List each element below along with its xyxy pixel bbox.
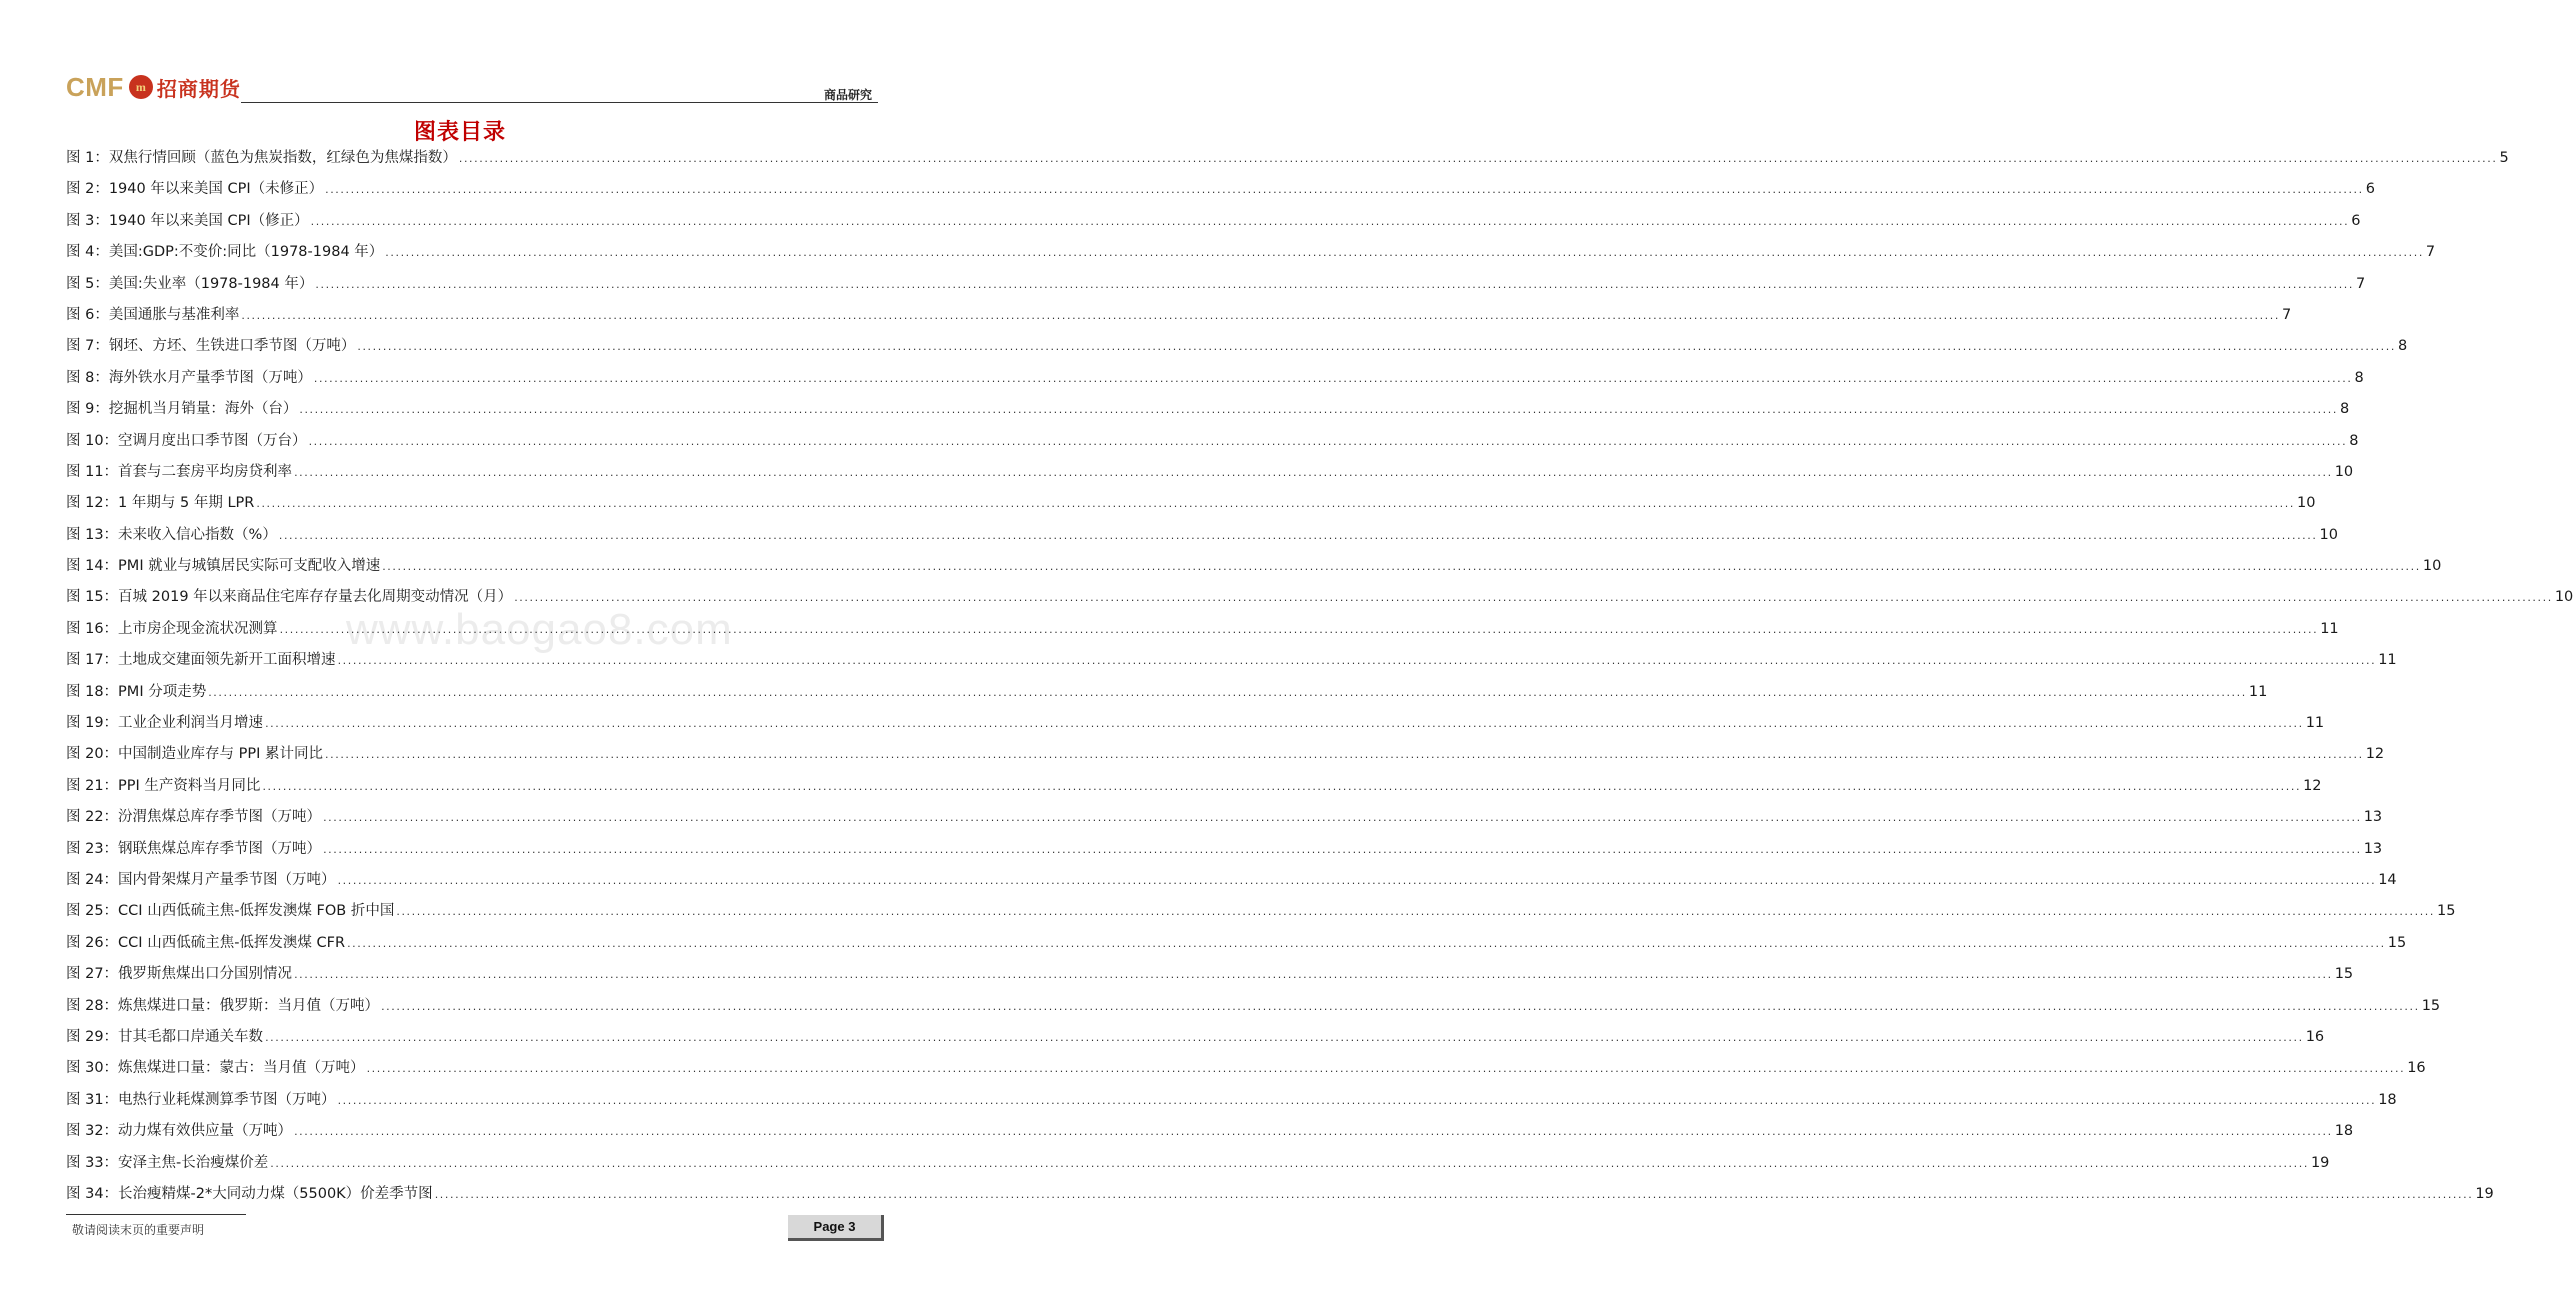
toc-entry-page: 7 xyxy=(2425,244,2436,261)
toc-entry-page: 11 xyxy=(2378,652,2397,669)
toc-entry-label: 图 27：俄罗斯焦煤出口分国别情况 xyxy=(66,966,293,983)
toc-entry-page: 10 xyxy=(2319,526,2338,543)
toc-entry[interactable] xyxy=(66,834,2383,865)
toc-entry-label: 图 32：动力煤有效供应量（万吨） xyxy=(66,1123,293,1140)
toc-dot-leader: ................................................................................................................................................................................................................................................................................................................................................................................................................ xyxy=(347,936,2386,950)
toc-entry-label: 图 30：炼焦煤进口量：蒙古：当月值（万吨） xyxy=(66,1060,365,1077)
toc-entry-page: 12 xyxy=(2303,777,2322,794)
toc-entry-page: 14 xyxy=(2378,871,2397,888)
toc-entry-page: 12 xyxy=(2365,746,2385,763)
toc-entry-page: 13 xyxy=(2363,809,2383,826)
toc-entry[interactable] xyxy=(66,363,2364,394)
toc-entry-label: 图 2：1940 年以来美国 CPI（未修正） xyxy=(66,181,324,198)
toc-entry[interactable] xyxy=(66,645,2397,676)
toc-entry-page: 8 xyxy=(2349,432,2359,449)
header-divider xyxy=(241,102,878,103)
toc-entry[interactable] xyxy=(66,1022,2325,1053)
toc-entry-label: 图 33：安泽主焦-长治瘦煤价差 xyxy=(66,1154,269,1171)
page-number: Page 3 xyxy=(788,1215,884,1241)
toc-entry-page: 15 xyxy=(2334,966,2354,983)
toc-dot-leader: ................................................................................................................................................................................................................................................................................................................................................................................................................ xyxy=(337,654,2377,668)
toc-entry-page: 10 xyxy=(2296,495,2316,512)
company-logo xyxy=(66,70,241,104)
toc-entry-label: 图 16：上市房企现金流状况测算 xyxy=(66,620,278,637)
toc-entry-page: 16 xyxy=(2305,1028,2325,1045)
toc-entry-page: 19 xyxy=(2310,1154,2330,1171)
toc-entry[interactable] xyxy=(66,551,2442,582)
toc-dot-leader: ................................................................................................................................................................................................................................................................................................................................................................................................................ xyxy=(313,371,2353,385)
toc-entry-label: 图 20：中国制造业库存与 PPI 累计同比 xyxy=(66,746,324,763)
toc-entry-page: 8 xyxy=(2339,401,2350,418)
page-title: 图表目录 xyxy=(413,120,506,145)
toc-dot-leader: ................................................................................................................................................................................................................................................................................................................................................................................................................ xyxy=(337,1093,2377,1107)
toc-entry[interactable] xyxy=(66,708,2325,739)
toc-entry-page: 13 xyxy=(2363,840,2383,857)
toc-entry-label: 图 22：汾渭焦煤总库存季节图（万吨） xyxy=(66,809,322,826)
toc-dot-leader: ................................................................................................................................................................................................................................................................................................................................................................................................................ xyxy=(294,1125,2333,1139)
toc-entry[interactable] xyxy=(66,959,2354,990)
toc-entry-page: 8 xyxy=(2354,369,2364,386)
toc-entry[interactable] xyxy=(66,739,2385,770)
toc-dot-leader: ................................................................................................................................................................................................................................................................................................................................................................................................................ xyxy=(385,246,2424,260)
toc-entry-label: 图 8：海外铁水月产量季节图（万吨） xyxy=(66,369,312,386)
toc-entry-label: 图 9：挖掘机当月销量：海外（台） xyxy=(66,401,298,418)
toc-entry-label: 图 10：空调月度出口季节图（万台） xyxy=(66,432,307,449)
toc-entry-page: 11 xyxy=(2305,715,2325,732)
toc-entry[interactable] xyxy=(66,802,2383,833)
logo-text: CMF xyxy=(66,71,124,102)
toc-entry-page: 7 xyxy=(2356,275,2366,292)
toc-dot-leader: ................................................................................................................................................................................................................................................................................................................................................................................................................ xyxy=(396,905,2435,919)
toc-entry[interactable] xyxy=(66,1085,2397,1116)
toc-entry[interactable] xyxy=(66,394,2350,425)
toc-entry-label: 图 28：炼焦煤进口量：俄罗斯：当月值（万吨） xyxy=(66,997,380,1014)
toc-dot-leader: ................................................................................................................................................................................................................................................................................................................................................................................................................ xyxy=(434,1187,2474,1201)
toc-dot-leader: ................................................................................................................................................................................................................................................................................................................................................................................................................ xyxy=(265,1030,2304,1044)
toc-entry[interactable] xyxy=(66,928,2407,959)
toc-entry-label: 图 31：电热行业耗煤测算季节图（万吨） xyxy=(66,1091,336,1108)
toc-entry[interactable] xyxy=(66,614,2339,645)
toc-dot-leader: ................................................................................................................................................................................................................................................................................................................................................................................................................ xyxy=(265,717,2304,731)
toc-entry-page: 15 xyxy=(2437,903,2456,920)
toc-dot-leader: ................................................................................................................................................................................................................................................................................................................................................................................................................ xyxy=(382,560,2421,574)
toc-entry-label: 图 23：钢联焦煤总库存季节图（万吨） xyxy=(66,840,322,857)
toc-entry-page: 10 xyxy=(2422,558,2442,575)
toc-entry-label: 图 29：甘其毛都口岸通关车数 xyxy=(66,1028,264,1045)
toc-entry-page: 15 xyxy=(2387,934,2407,951)
disclaimer-notice: 敬请阅读末页的重要声明 xyxy=(72,1223,205,1237)
toc-entry[interactable] xyxy=(66,331,2408,362)
logo-company-name: 招商期货 xyxy=(156,76,241,101)
toc-dot-leader: ................................................................................................................................................................................................................................................................................................................................................................................................................ xyxy=(357,340,2396,354)
toc-entry[interactable] xyxy=(66,520,2338,551)
toc-entry-label: 图 12：1 年期与 5 年期 LPR xyxy=(66,495,255,512)
toc-dot-leader: ................................................................................................................................................................................................................................................................................................................................................................................................................ xyxy=(241,308,2280,322)
toc-entry-label: 图 1：双焦行情回顾（蓝色为焦炭指数，红绿色为焦煤指数） xyxy=(66,150,457,166)
toc-entry-label: 图 18：PMI 分项走势 xyxy=(66,683,207,700)
toc-entry-label: 图 11：首套与二套房平均房贷利率 xyxy=(66,463,293,480)
logo-badge-icon: m xyxy=(129,75,153,99)
toc-entry-label: 图 34：长治瘦精煤-2*大同动力煤（5500K）价差季节图 xyxy=(66,1185,433,1202)
toc-dot-leader: ................................................................................................................................................................................................................................................................................................................................................................................................................ xyxy=(381,999,2420,1013)
section-label: 商品研究 xyxy=(823,88,872,102)
toc-dot-leader: ................................................................................................................................................................................................................................................................................................................................................................................................................ xyxy=(325,183,2364,197)
toc-entry[interactable] xyxy=(66,426,2359,457)
page-header xyxy=(66,70,878,106)
toc-dot-leader: ................................................................................................................................................................................................................................................................................................................................................................................................................ xyxy=(308,434,2348,448)
toc-dot-leader: ................................................................................................................................................................................................................................................................................................................................................................................................................ xyxy=(294,968,2333,982)
toc-dot-leader: ................................................................................................................................................................................................................................................................................................................................................................................................................ xyxy=(208,685,2247,699)
toc-entry-page: 18 xyxy=(2378,1091,2397,1108)
toc-entry-label: 图 17：土地成交建面领先新开工面积增速 xyxy=(66,652,336,669)
toc-dot-leader: ................................................................................................................................................................................................................................................................................................................................................................................................................ xyxy=(323,811,2362,825)
toc-entry-label: 图 4：美国:GDP:不变价:同比（1978-1984 年） xyxy=(66,244,384,261)
toc-entry[interactable] xyxy=(66,143,2509,174)
toc-dot-leader: ................................................................................................................................................................................................................................................................................................................................................................................................................ xyxy=(256,497,2295,511)
toc-entry-page: 15 xyxy=(2421,997,2441,1014)
toc-entry[interactable] xyxy=(66,582,2573,613)
toc-entry-label: 图 14：PMI 就业与城镇居民实际可支配收入增速 xyxy=(66,558,381,575)
toc-entry[interactable] xyxy=(66,1148,2330,1179)
toc-entry[interactable] xyxy=(66,991,2441,1022)
toc-entry[interactable] xyxy=(66,1053,2426,1084)
toc-entry[interactable] xyxy=(66,300,2292,331)
toc-entry-label: 图 5：美国:失业率（1978-1984 年） xyxy=(66,275,314,292)
toc-dot-leader: ................................................................................................................................................................................................................................................................................................................................................................................................................ xyxy=(310,214,2350,228)
toc-entry-page: 8 xyxy=(2397,338,2408,355)
toc-dot-leader: ................................................................................................................................................................................................................................................................................................................................................................................................................ xyxy=(294,465,2333,479)
toc-entry[interactable] xyxy=(66,865,2397,896)
table-of-figures xyxy=(66,143,2573,1210)
toc-entry-page: 10 xyxy=(2334,463,2354,480)
toc-dot-leader: ................................................................................................................................................................................................................................................................................................................................................................................................................ xyxy=(514,591,2553,605)
toc-entry-label: 图 21：PPI 生产资料当月同比 xyxy=(66,777,261,794)
toc-entry-page: 11 xyxy=(2248,683,2268,700)
toc-entry-label: 图 25：CCI 山西低硫主焦-低挥发澳煤 FOB 折中国 xyxy=(66,903,395,920)
footer-divider xyxy=(66,1214,246,1215)
toc-entry-page: 5 xyxy=(2499,150,2509,166)
toc-dot-leader: ................................................................................................................................................................................................................................................................................................................................................................................................................ xyxy=(337,873,2377,887)
toc-dot-leader: ................................................................................................................................................................................................................................................................................................................................................................................................................ xyxy=(458,152,2498,165)
toc-entry[interactable] xyxy=(66,1116,2354,1147)
toc-entry-page: 6 xyxy=(2351,212,2361,229)
toc-dot-leader: ................................................................................................................................................................................................................................................................................................................................................................................................................ xyxy=(299,403,2338,417)
toc-dot-leader: ................................................................................................................................................................................................................................................................................................................................................................................................................ xyxy=(278,528,2318,542)
toc-entry-label: 图 15：百城 2019 年以来商品住宅库存存量去化周期变动情况（月） xyxy=(66,589,513,606)
toc-entry[interactable] xyxy=(66,174,2375,205)
toc-dot-leader: ................................................................................................................................................................................................................................................................................................................................................................................................................ xyxy=(279,622,2319,636)
toc-entry-page: 11 xyxy=(2320,620,2339,637)
toc-dot-leader: ................................................................................................................................................................................................................................................................................................................................................................................................................ xyxy=(262,779,2302,793)
toc-dot-leader: ................................................................................................................................................................................................................................................................................................................................................................................................................ xyxy=(323,842,2362,856)
toc-entry-page: 19 xyxy=(2475,1185,2494,1202)
toc-entry[interactable] xyxy=(66,237,2436,268)
toc-entry-label: 图 7：钢坯、方坯、生铁进口季节图（万吨） xyxy=(66,338,356,355)
toc-entry[interactable] xyxy=(66,206,2361,237)
toc-entry[interactable] xyxy=(66,1179,2494,1210)
toc-dot-leader: ................................................................................................................................................................................................................................................................................................................................................................................................................ xyxy=(315,277,2355,291)
toc-dot-leader: ................................................................................................................................................................................................................................................................................................................................................................................................................ xyxy=(270,1156,2309,1170)
toc-entry-label: 图 24：国内骨架煤月产量季节图（万吨） xyxy=(66,871,336,888)
toc-entry-label: 图 6：美国通胀与基准利率 xyxy=(66,306,240,323)
toc-entry[interactable] xyxy=(66,269,2366,300)
toc-entry-page: 10 xyxy=(2554,589,2573,606)
toc-entry[interactable] xyxy=(66,677,2268,708)
toc-entry-page: 6 xyxy=(2365,181,2375,198)
toc-entry-label: 图 13：未来收入信心指数（%） xyxy=(66,526,277,543)
toc-entry-page: 7 xyxy=(2281,306,2292,323)
watermark: www.baogao8.com xyxy=(346,605,733,654)
toc-entry[interactable] xyxy=(66,896,2456,927)
toc-entry-page: 18 xyxy=(2334,1123,2354,1140)
toc-entry-label: 图 26：CCI 山西低硫主焦-低挥发澳煤 CFR xyxy=(66,934,346,951)
toc-entry-label: 图 3：1940 年以来美国 CPI（修正） xyxy=(66,212,309,229)
toc-entry-page: 16 xyxy=(2407,1060,2426,1077)
toc-entry[interactable] xyxy=(66,488,2316,519)
toc-entry[interactable] xyxy=(66,457,2354,488)
toc-dot-leader: ................................................................................................................................................................................................................................................................................................................................................................................................................ xyxy=(325,748,2364,762)
toc-dot-leader: ................................................................................................................................................................................................................................................................................................................................................................................................................ xyxy=(366,1062,2406,1076)
toc-entry[interactable] xyxy=(66,771,2322,802)
toc-entry-label: 图 19：工业企业利润当月增速 xyxy=(66,715,264,732)
